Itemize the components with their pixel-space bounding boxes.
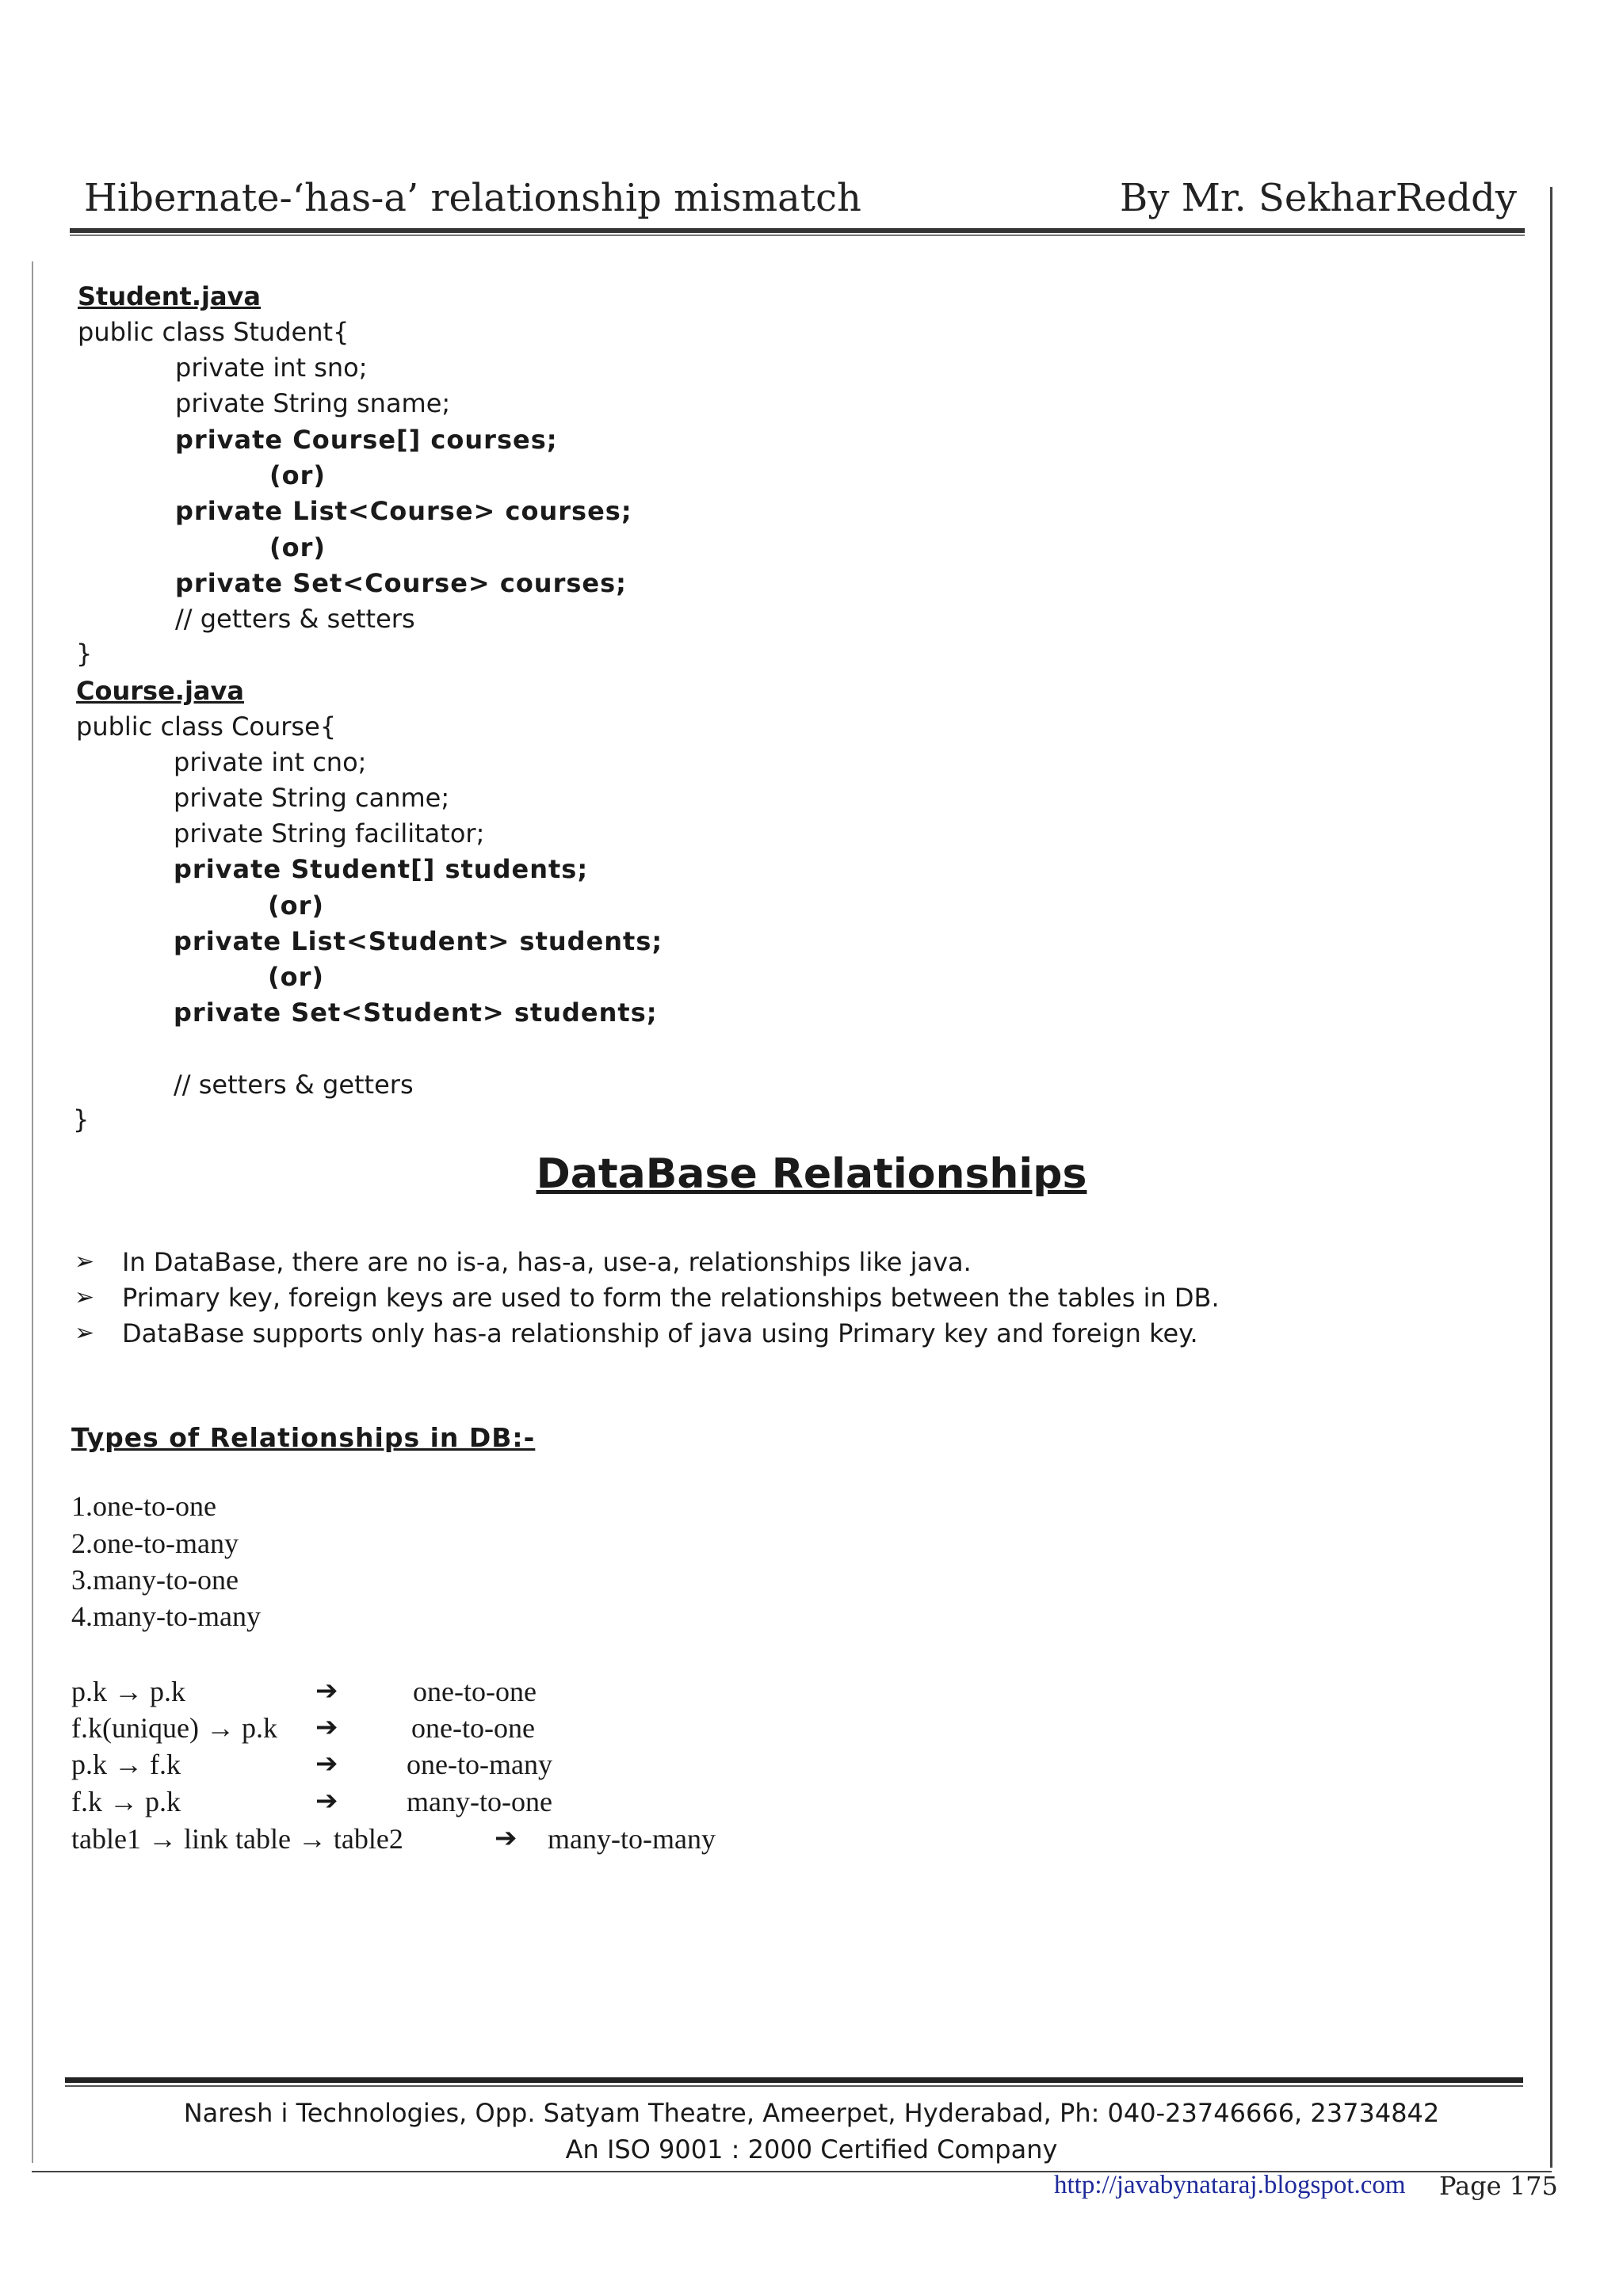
- student-code-line: (or): [269, 460, 327, 490]
- course-code-line: (or): [268, 962, 325, 992]
- mapping-right: many-to-one: [407, 1786, 552, 1817]
- types-item: 4.many-to-many: [71, 1600, 261, 1632]
- student-code-line: public class Student{: [78, 317, 349, 347]
- header-rule-thin: [70, 235, 1525, 236]
- page-number: Page 175: [1439, 2171, 1558, 2201]
- student-code-line: private Set<Course> courses;: [175, 568, 627, 598]
- student-code-line: private List<Course> courses;: [175, 496, 632, 526]
- course-code-line: // setters & getters: [174, 1070, 414, 1100]
- bullet-item: Primary key, foreign keys are used to form the relationships between the tables in DB.: [122, 1283, 1220, 1313]
- student-code-line: }: [76, 639, 93, 669]
- footer-rule: [65, 2077, 1523, 2083]
- course-code-line: private int cno;: [174, 747, 367, 777]
- mapping-right: one-to-one: [411, 1712, 535, 1744]
- course-code-line: public class Course{: [76, 711, 337, 742]
- types-item: 1.one-to-one: [71, 1490, 216, 1522]
- page-frame-left: [32, 261, 33, 2163]
- footer-url-link[interactable]: http://javabynataraj.blogspot.com: [1054, 2171, 1406, 2199]
- student-code-line: (or): [269, 532, 327, 563]
- types-item: 2.one-to-many: [71, 1527, 239, 1559]
- bullet-item: In DataBase, there are no is-a, has-a, use-a, relationships like java.: [122, 1247, 972, 1277]
- course-code-line: private List<Student> students;: [174, 926, 663, 956]
- bullet-arrow-icon: ➢: [74, 1319, 95, 1347]
- student-code-line: // getters & setters: [175, 604, 415, 634]
- mapping-left: table1 → link table → table2: [71, 1823, 403, 1855]
- mapping-right: one-to-one: [413, 1676, 537, 1707]
- bullet-arrow-icon: ➢: [74, 1283, 95, 1311]
- mapping-left: p.k → f.k: [71, 1749, 181, 1780]
- student-code-line: private int sno;: [175, 353, 368, 383]
- course-code-line: private String facilitator;: [174, 818, 485, 849]
- mapping-left: p.k → p.k: [71, 1676, 185, 1707]
- header-author: By Mr. SekharReddy: [1120, 176, 1517, 220]
- bullet-item: DataBase supports only has-a relationship of java using Primary key and foreign key.: [122, 1318, 1198, 1348]
- student-code-line: private Course[] courses;: [175, 425, 558, 455]
- mapping-right: many-to-many: [548, 1823, 716, 1855]
- footer-certification: An ISO 9001 : 2000 Certified Company: [565, 2134, 1058, 2164]
- course-code-line: private Student[] students;: [174, 854, 589, 884]
- student-code-line: private String sname;: [175, 388, 451, 418]
- types-item: 3.many-to-one: [71, 1564, 239, 1596]
- arrow-right-icon: ➔: [495, 1822, 517, 1854]
- mapping-right: one-to-many: [407, 1749, 552, 1780]
- arrow-right-icon: ➔: [315, 1748, 338, 1779]
- arrow-right-icon: ➔: [315, 1675, 338, 1707]
- section-heading: DataBase Relationships: [536, 1150, 1087, 1198]
- arrow-right-icon: ➔: [315, 1785, 338, 1817]
- course-code-line: }: [73, 1104, 90, 1135]
- course-file-title: Course.java: [76, 676, 244, 706]
- student-file-title: Student.java: [78, 281, 261, 311]
- bullet-arrow-icon: ➢: [74, 1248, 95, 1276]
- header-rule: [70, 228, 1525, 233]
- mapping-left: f.k(unique) → p.k: [71, 1712, 277, 1744]
- footer-rule-thin: [65, 2085, 1523, 2087]
- course-code-line: private String canme;: [174, 783, 450, 813]
- course-code-line: (or): [268, 891, 325, 921]
- header-title: Hibernate-‘has-a’ relationship mismatch: [84, 176, 861, 220]
- mapping-left: f.k → p.k: [71, 1786, 181, 1817]
- course-code-line: private Set<Student> students;: [174, 997, 658, 1028]
- footer-address: Naresh i Technologies, Opp. Satyam Theatre, Ameerpet, Hyderabad, Ph: 040-23746666, 23734842: [183, 2098, 1440, 2128]
- types-title: Types of Relationships in DB:-: [71, 1422, 536, 1453]
- arrow-right-icon: ➔: [315, 1711, 338, 1743]
